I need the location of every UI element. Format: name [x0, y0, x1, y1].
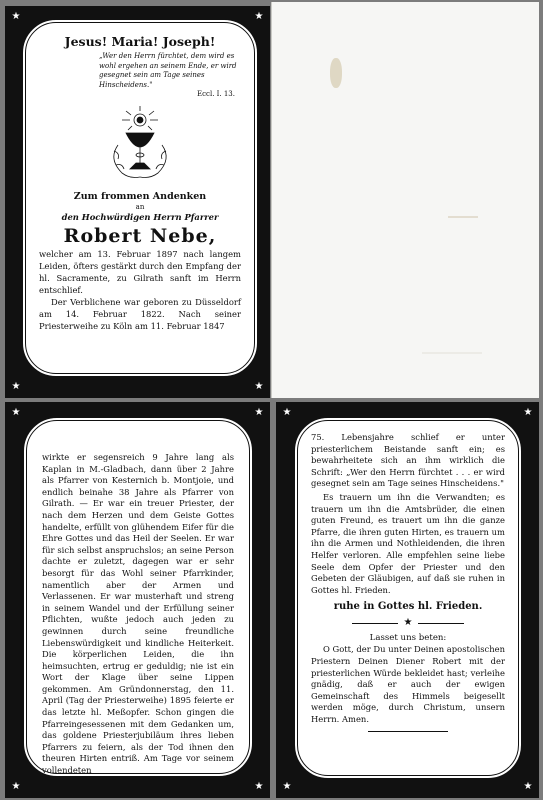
middle-card: [5, 402, 270, 798]
front-title: den Hochwürdigen Herrn Pfarrer: [61, 211, 219, 222]
front-dedication: Zum frommen Andenken: [73, 190, 207, 202]
back-pray-heading: Lasset uns beten:: [369, 633, 447, 644]
back-frame: [294, 417, 522, 779]
paper-mark: [422, 352, 482, 354]
star-icon: ★: [254, 781, 264, 792]
star-icon: ★: [11, 381, 21, 392]
star-icon: ★: [11, 781, 21, 792]
star-icon: ★: [254, 407, 264, 418]
star-icon: ★: [254, 11, 264, 22]
star-icon: ★: [523, 407, 533, 418]
front-card: [5, 6, 270, 398]
star-icon: ★: [403, 617, 413, 629]
back-card: [276, 402, 539, 798]
front-an: an: [135, 202, 145, 211]
star-icon: ★: [11, 11, 21, 22]
star-icon: ★: [254, 381, 264, 392]
star-icon: ★: [282, 781, 292, 792]
star-icon: ★: [523, 781, 533, 792]
back-rip: ruhe in Gottes hl. Frieden.: [333, 601, 483, 613]
back-text-1: 75. Lebensjahre schlief er unter priesterlichem Beistande sanft ein; es bewahrheitete sich an ihm wirklich die Schrift: „Wer den Herrn fürchtet . . . er wird gesegnet sein am Tage seines Hinscheidens.": [311, 432, 505, 489]
front-name: Robert Nebe,: [63, 224, 217, 247]
chalice-emblem-icon: [100, 103, 180, 187]
front-frame: [22, 19, 258, 377]
front-quote: „Wer den Herrn fürchtet, dem wird es wohl ergehen an seinem Ende, er wird gesegnet sein am Tage seines Hinscheidens.": [99, 52, 237, 89]
middle-text: wirkte er segensreich 9 Jahre lang als Kaplan in M.-Gladbach, dann über 2 Jahre als Pfarrer von Kesternich b. Montjoie, und endlich beinahe 38 Jahre als Pfarrer von Gilrath. — Er war ein treuer Priester, der nach dem Herzen und dem Geiste Gottes handelte, erfüllt von glühendem Eifer für die Ehre Gottes und das Heil der Seelen. Er war für sich selbst anspruchslos; an seine Person dachte er zuletzt, dagegen war er sehr besorgt für das Wohl seiner Pfarrkinder, namentlich aber der Armen und Verlassenen. Er war musterhaft und streng in seinem Wandel und der Erfüllung seiner Pflichten, wußte jedoch auch jeden zu gewinnen durch seine freundliche Liebenswürdigkeit und kindliche Heiterkeit. Die körperlichen Leiden, die ihn heimsuchten, ertrug er geduldig; nie ist ein Wort der Klage über seine Lippen gekommen. Am Gründonnerstag, den 11. April (Tag der Priesterweihe) 1895 feierte er das letzte hl. Meßopfer. Schon gingen die Pfarreingesessenen mit dem Gedanken um, das goldene Priesterjubiläum ihres lieben Pfarrers zu feiern, als der Tod ihnen den theuren Hirten entriß. Am Tage vor seinem vollendeten: [42, 452, 234, 776]
back-prayer: O Gott, der Du unter Deinen apostolischen Priestern Deinen Diener Robert mit der priesterlichen Würde bekleidet hast; verleihe gnädig, daß er auch der ewigen Gemeinschaft des Himmels beigesellt werden möge, durch Christum, unsern Herrn. Amen.: [311, 644, 505, 724]
middle-frame: [23, 417, 253, 777]
front-quote-ref: Eccl. I. 13.: [197, 90, 235, 98]
front-text-2: Der Verblichene war geboren zu Düsseldorf am 14. Februar 1822. Nach seiner Priesterweihe zu Köln am 11. Februar 1847: [39, 296, 241, 332]
divider: [311, 618, 505, 628]
back-text-2: Es trauern um ihn die Verwandten; es trauern um ihn die Amtsbrüder, die einen guten Freund, es trauert um ihn die ganze Pfarre, die ihren guten Hirten, es trauern um ihn die Armen und Nothleidenden, die ihren Helfer verloren. Alle empfehlen seine liebe Seele dem Opfer der Priester und den Gebeten der Gläubigen, auf daß sie ruhen in Gottes hl. Frieden.: [311, 491, 505, 595]
divider-bottom: [311, 731, 505, 732]
star-icon: ★: [11, 407, 21, 418]
paper-mark: [448, 216, 478, 218]
front-header: Jesus! Maria! Joseph!: [64, 34, 216, 49]
star-icon: ★: [282, 407, 292, 418]
front-text-1: welcher am 13. Februar 1897 nach langem Leiden, öfters gestärkt durch den Empfang der hl. Sacramente, zu Gilrath sanft im Herrn entschlief.: [39, 248, 241, 295]
blank-card-back: [271, 2, 539, 398]
paper-stain: [330, 58, 342, 88]
